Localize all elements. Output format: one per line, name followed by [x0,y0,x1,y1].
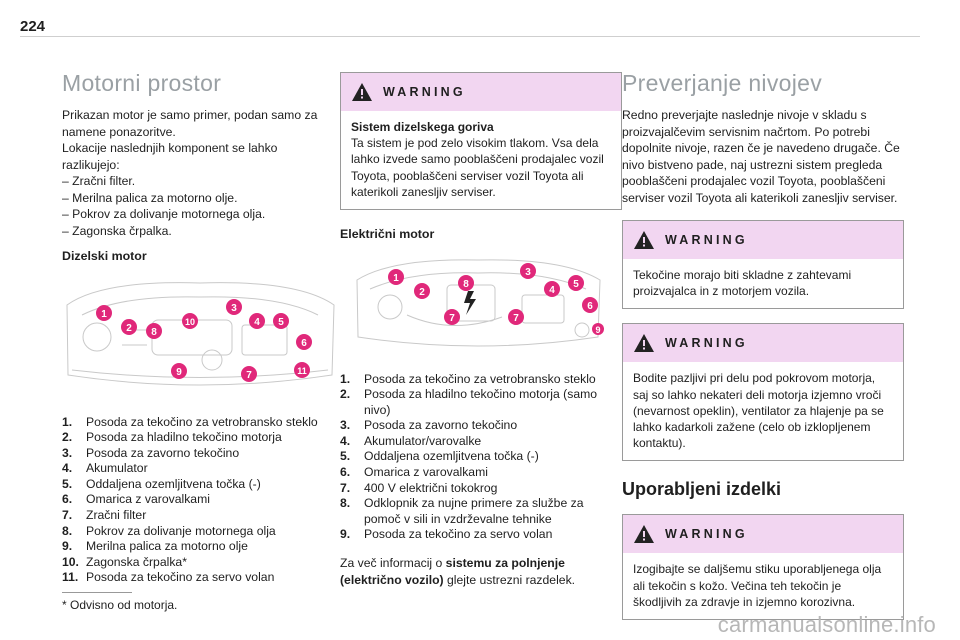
svg-text:8: 8 [463,278,469,290]
header-divider [20,36,920,37]
list-item: 1. Posoda za tekočino za vetrobransko steklo [340,371,596,386]
component-list [62,173,338,239]
warning-box-hot-parts [622,323,904,461]
svg-text:7: 7 [246,369,252,381]
warning-header [623,324,903,362]
callout-3 [226,299,242,315]
callout-2 [121,319,137,335]
warning-box-diesel-fuel [340,72,622,210]
list-item: – Zračni filter. [62,174,136,188]
svg-text:6: 6 [587,300,593,312]
list-item: 11. Posoda za tekočino za servo volan [62,570,275,585]
svg-text:3: 3 [231,302,237,314]
diesel-engine-diagram [62,275,338,393]
column-engine-compartment [62,60,338,586]
used-products-heading: Uporabljeni izdelki [622,479,782,500]
column-level-checks [622,60,904,620]
svg-text:8: 8 [151,326,157,338]
warning-icon [633,333,655,353]
callout-10 [182,313,198,329]
svg-text:2: 2 [126,322,132,334]
more-info-text: Za več informacij o sistemu za polnjenje (električno vozilo) glejte ustrezni razdelek. [340,556,576,587]
list-item: 2. Posoda za hladilno tekočino motorja (samo nivo) [340,387,598,417]
svg-text:10: 10 [184,316,196,327]
list-item: 2. Posoda za hladilno tekočino motorja [62,430,282,445]
warning-icon [351,82,373,102]
svg-text:5: 5 [573,278,579,290]
section-title-level-checks: Preverjanje nivojev [622,70,823,96]
callout-11 [294,362,310,378]
callout-4 [249,313,265,329]
warning-box-fluids [622,220,904,309]
section-title-engine-compartment: Motorni prostor [62,70,222,96]
svg-text:2: 2 [419,286,425,298]
svg-text:4: 4 [549,284,555,296]
svg-text:7: 7 [513,312,519,324]
list-item: 7. Zračni filter [62,508,147,523]
list-item: 7. 400 V električni tokokrog [340,480,498,495]
svg-text:4: 4 [254,316,260,328]
column-electric-engine [340,72,622,588]
warning-text: Ta sistem je pod zelo visokim tlakom. Vsa dela lahko izvede samo pooblaščeni prodajalec vozil Toyota, pooblaščeni serviser vozil Toyota ali katerikoli zanesljiv serviser. [351,136,604,199]
electric-engine-diagram [352,255,604,351]
charging-system-reference: sistemu za polnjenje (električno vozilo) [340,556,565,587]
list-item: 6. Omarica z varovalkami [340,465,488,480]
list-item: 3. Posoda za zavorno tekočino [62,445,240,460]
svg-text:1: 1 [393,272,399,284]
list-item: 5. Oddaljena ozemljitvena točka (-) [340,449,539,464]
watermark: carmanualsonline.info [717,612,936,637]
list-item: 4. Akumulator/varovalke [340,433,482,448]
callout-9 [592,323,604,335]
warning-text: Tekočine morajo biti skladne z zahtevami proizvajalca in z motorjem vozila. [633,268,852,299]
svg-text:6: 6 [301,337,307,349]
callout-5 [273,313,289,329]
list-item: 1. Posoda za tekočino za vetrobransko steklo [62,414,318,429]
callout-5 [568,275,584,291]
svg-text:5: 5 [278,316,284,328]
list-item: 3. Posoda za zavorno tekočino [340,418,518,433]
callout-7 [241,366,257,382]
svg-text:7: 7 [449,312,455,324]
electric-component-list [340,372,622,544]
warning-header [623,515,903,553]
warning-title: WARNING [665,336,748,351]
callout-6 [582,297,598,313]
page-number: 224 [20,18,46,35]
list-item: 8. Pokrov za dolivanje motornega olja [62,523,276,538]
warning-title: WARNING [665,527,748,542]
warning-text: Izogibajte se daljšemu stiku uporabljenega olja ali tekočin s kožo. Večina teh tekočin je škodljivih za zdravje in izjemno korozivna. [633,562,882,609]
diesel-engine-heading: Dizelski motor [62,249,147,263]
footnote: * Odvisno od motorja. [62,598,178,612]
warning-subject: Sistem dizelskega goriva [351,120,494,134]
callout-1 [96,305,112,321]
warning-body [341,111,621,209]
callout-2 [414,283,430,299]
list-item: – Merilna palica za motorno olje. [62,190,238,205]
warning-title: WARNING [665,233,748,247]
list-item: 4. Akumulator [62,461,148,476]
levels-intro-text: Redno preverjajte naslednje nivoje v skladu s proizvajalčevim servisnim načrtom. Po potrebi dopolnite nivoje, razen če je navedeno drugače. Če nivo bistveno pade, naj ustrezni sistem pregleda pooblaščeni prodajalec vozil Toyota, pooblaščeni serviser vozil Toyota ali katerikoli zanesljiv serviser. [622,108,900,205]
callout-1 [388,269,404,285]
svg-text:11: 11 [297,365,307,376]
callout-8 [458,275,474,291]
svg-text:9: 9 [176,366,182,378]
svg-text:3: 3 [525,266,531,278]
warning-header [341,73,621,111]
callout-8 [146,323,162,339]
warning-title: WARNING [383,85,466,99]
warning-box-used-oil [622,514,904,620]
svg-text:9: 9 [595,324,601,335]
callout-6 [296,334,312,350]
list-item: 8. Odklopnik za nujne primere za službe za pomoč v sili in vzdrževalne tehnike [340,496,584,526]
warning-icon [633,524,655,544]
electric-engine-heading: Električni motor [340,227,435,242]
list-item: – Pokrov za dolivanje motornega olja. [62,207,266,221]
callout-7 [444,309,460,325]
callout-7-second [508,309,524,325]
list-item: 9. Merilna palica za motorno olje [62,539,248,554]
warning-icon [633,230,655,250]
footnote-divider [62,592,132,593]
svg-text:1: 1 [101,308,107,320]
warning-text: Bodite pazljivi pri delu pod pokrovom motorja, saj so lahko nekateri deli motorja izjemno vroči (nevarnost opeklin), ventilator za hlajenje pa se lahko kadarkoli zažene (celo ob izklopljenem kontaktu). [633,371,884,451]
list-item: 10. Zagonska črpalka* [62,554,187,569]
callout-3 [520,263,536,279]
warning-header [623,221,903,259]
list-item: 6. Omarica z varovalkami [62,492,210,507]
intro-text-locations: Lokacije naslednjih komponent se lahko razlikujejo: [62,141,278,172]
list-item: – Zagonska črpalka. [62,223,172,238]
list-item: 5. Oddaljena ozemljitvena točka (-) [62,476,261,491]
callout-4 [544,281,560,297]
callout-9 [171,363,187,379]
intro-text: Prikazan motor je samo primer, podan samo za namene ponazoritve. [62,108,318,139]
diesel-component-list [62,415,338,587]
list-item: 9. Posoda za tekočino za servo volan [340,527,553,542]
